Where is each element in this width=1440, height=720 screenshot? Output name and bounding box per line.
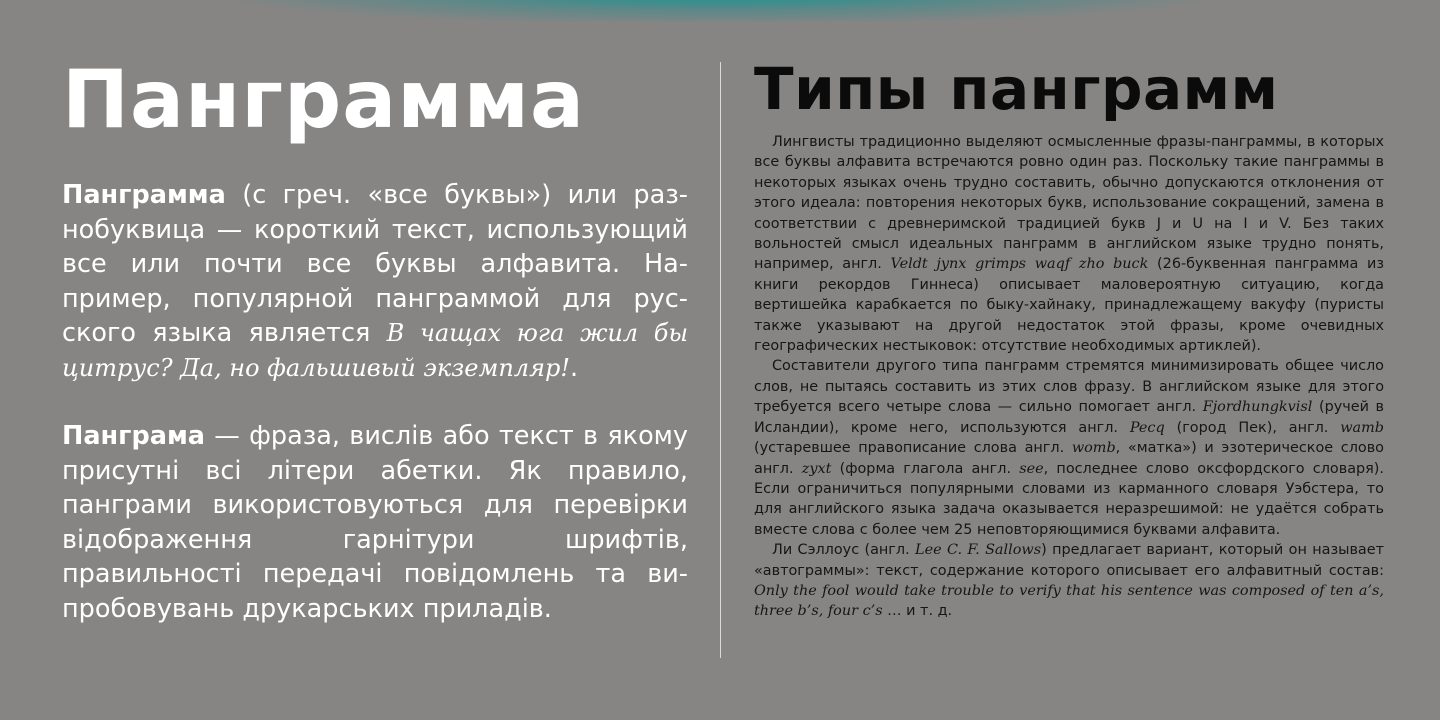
rp2-word-3: wamb (1340, 419, 1384, 436)
top-glow (0, 0, 1440, 22)
definition-ukrainian: — фраза, вислів або текст в якому присутні всі літери абетки. Як правило, панграми використовуються для перевірки відображення гарнітури шрифтів, правильності передачі повідомлень та випробовувань друкарських приладів. (62, 421, 688, 624)
rp2-word-1: Fjordhungkvisl (1202, 399, 1313, 416)
rp2-text-1: Составители другого типа панграмм стремятся минимизировать общее число слов, не пытаясь составить из этих слов фразу. В английском языке для этого требуется всего четыре слова — сильно помогает англ. (754, 358, 1384, 416)
rp3-name: Lee C. F. Sallows (915, 542, 1042, 559)
right-title: Типы панграмм (754, 55, 1279, 123)
rp2-word-4: womb (1071, 440, 1116, 457)
rp2-word-5: zyxt (801, 460, 832, 477)
rp3-text-2: ) предлагает вариант, который он называет «автограммы»: текст, содержание которого описывает его алфавитный состав: (754, 542, 1384, 579)
left-title: Панграмма (62, 53, 586, 146)
rp1-example-1: Veldt jynx grimps waqf zho buck (890, 256, 1149, 273)
column-divider (720, 62, 721, 658)
right-paragraph-1 (754, 132, 1384, 356)
right-paragraph-2 (754, 356, 1384, 540)
rp1-text-2: (26-буквенная панграмма из книги рекордов Гиннеса) описывает маловероятную ситуацию, когда вертишейка карабкается по быку-хайнаку, принадлежащему вакуфу (пуристы также указывают на другой недостаток этой фразы, кроме очевидных географических нестыковок: отсутствие необходимых артиклей). (754, 256, 1384, 355)
left-paragraph-russian (62, 178, 688, 385)
rp2-text-5: , «матка») и эзотерическое слово англ. (754, 440, 1384, 477)
rp3-text-3: … и т. д. (882, 603, 953, 620)
rp1-text-1: Лингвисты традиционно выделяют осмысленные фразы-панграммы, в которых все буквы алфавита встречаются ровно один раз. Поскольку такие панграммы в некоторых языках очень трудно составить, обычно допускаются отклонения от этого идеала: повторения некоторых букв, использование сокращений, замена в соответствии с древнеримской традицией букв J и U на I и V. Без таких вольностей смысл идеальных панграмм в английском языке трудно понять, например, англ. (754, 134, 1384, 273)
rp3-autogram: Only the fool would take trouble to verify that his sentence was composed of ten a’s, three b’s, four c’s (754, 582, 1384, 620)
rp2-word-6: see (1019, 460, 1044, 477)
right-column (754, 54, 1384, 622)
term-ukrainian: Панграма (62, 421, 206, 451)
definition-russian: (с греч. «все буквы») или разнобуквица — короткий текст, использующий все или почти все буквы алфавита. Например, популярной панграммой для русского языка является (62, 180, 688, 348)
rp2-text-2: (ручей в Исландии), кроме него, используются англ. (754, 399, 1384, 436)
rp2-text-4: (устаревшее правописание слова англ. (754, 440, 1072, 457)
rp2-text-7: , последнее слово оксфордского словаря). Если ограничиться популярными словами из карманного словаря Уэбстера, то для английского языка задача оказывается неразрешимой: не удаётся собрать вместе слова с более чем 25 неповторяющимися буквами алфавита. (754, 460, 1384, 538)
rp2-text-3: (город Пек), англ. (1164, 419, 1341, 436)
term-russian: Панграмма (62, 180, 226, 210)
rp2-word-2: Pecq (1129, 419, 1165, 436)
left-paragraph-ukrainian (62, 419, 688, 626)
example-russian: В чащах юга жил бы цитрус? Да, но фальшивый экземпляр! (62, 319, 688, 382)
right-paragraph-3 (754, 540, 1384, 622)
left-column (62, 52, 688, 626)
end-russian: . (569, 352, 579, 383)
rp2-text-6: (форма глагола англ. (831, 460, 1020, 477)
rp3-text-1: Ли Сэллоус (англ. (772, 542, 916, 559)
